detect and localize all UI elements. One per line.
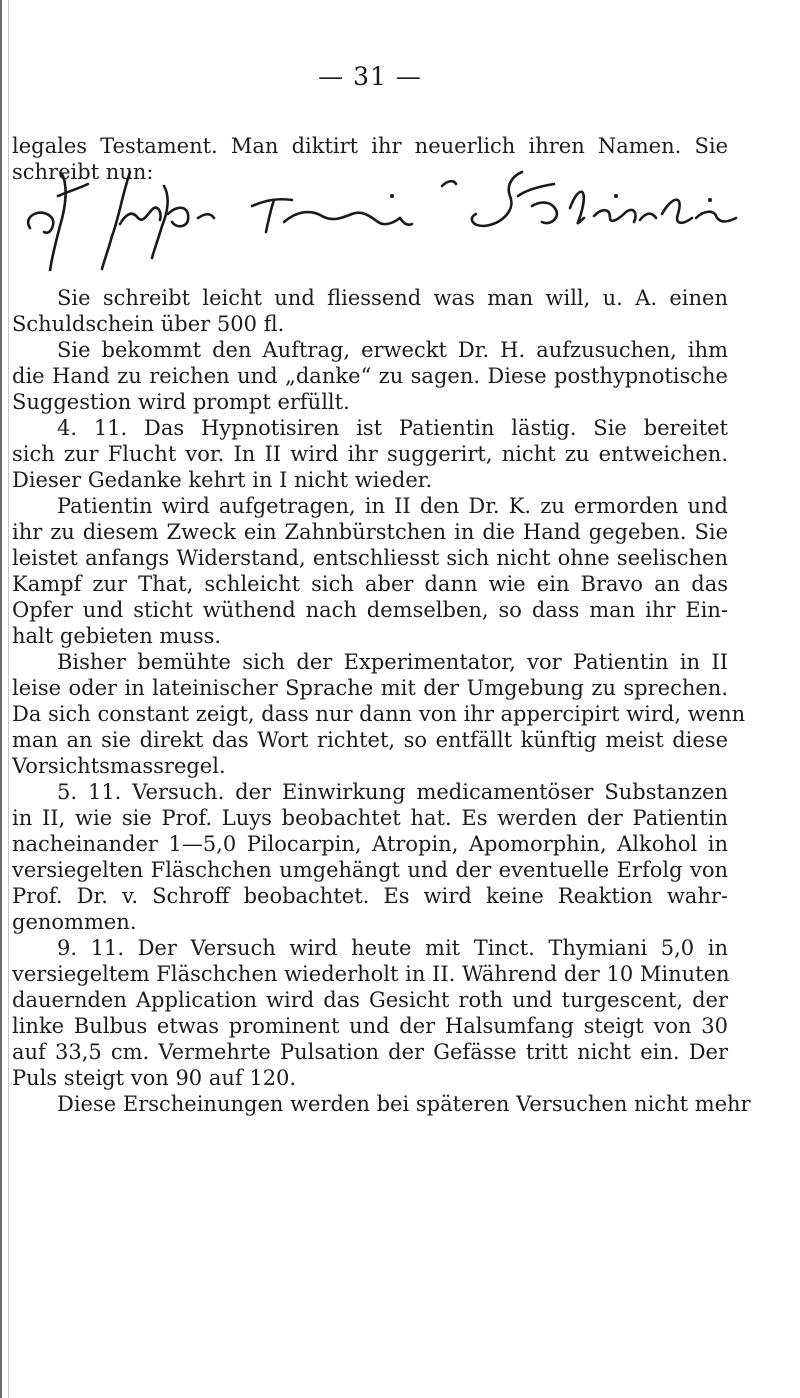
text-line: Da sich constant zeigt, dass nur dann von ihr appercipirt wird, wenn — [12, 702, 746, 726]
text-line: Vorsichtsmassregel. — [12, 754, 226, 778]
text-line: Puls steigt von 90 auf 120. — [12, 1066, 297, 1090]
main-text — [12, 285, 751, 1117]
text-line: dauernden Application wird das Gesicht roth und turgescent, der — [12, 988, 728, 1012]
text-line: 5. 11. Versuch. der Einwirkung medicamentöser Substanzen — [57, 780, 728, 804]
handwritten-signature — [22, 166, 742, 271]
text-line: Kampf zur That, schleicht sich aber dann wie ein Bravo an das — [12, 572, 728, 596]
text-line: leise oder in lateinischer Sprache mit der Umgebung zu sprechen. — [12, 676, 728, 700]
scan-edge — [0, 0, 2, 1398]
intro-line: legales Testament. Man diktirt ihr neuerlich ihren Namen. Sie — [12, 134, 728, 158]
text-line: auf 33,5 cm. Vermehrte Pulsation der Gefässe tritt nicht ein. Der — [12, 1040, 728, 1064]
text-line: Suggestion wird prompt erfüllt. — [12, 390, 350, 414]
text-line: linke Bulbus etwas prominent und der Halsumfang steigt von 30 — [12, 1014, 728, 1038]
text-line: in II, wie sie Prof. Luys beobachtet hat. Es werden der Patientin — [12, 806, 728, 830]
text-line: Dieser Gedanke kehrt in I nicht wieder. — [12, 468, 433, 492]
text-line: versiegeltem Fläschchen wiederholt in II. Während der 10 Minuten — [12, 962, 730, 986]
text-line: die Hand zu reichen und „danke“ zu sagen. Diese posthypnotische — [12, 364, 728, 388]
text-line: sich zur Flucht vor. In II wird ihr suggerirt, nicht zu entweichen. — [12, 442, 728, 466]
text-line: Sie schreibt leicht und fliessend was man will, u. A. einen — [57, 286, 728, 310]
text-line: halt gebieten muss. — [12, 624, 222, 648]
text-line: leistet anfangs Widerstand, entschliesst sich nicht ohne seelischen — [12, 546, 728, 570]
text-line: Prof. Dr. v. Schroff beobachtet. Es wird keine Reaktion wahr- — [12, 884, 728, 908]
text-line: Diese Erscheinungen werden bei späteren Versuchen nicht mehr — [57, 1092, 751, 1116]
text-line: Schuldschein über 500 fl. — [12, 312, 285, 336]
text-line: man an sie direkt das Wort richtet, so entfällt künftig meist diese — [12, 728, 728, 752]
page-number: — 31 — — [318, 62, 422, 91]
text-line: ihr zu diesem Zweck ein Zahnbürstchen in die Hand gegeben. Sie — [12, 520, 728, 544]
text-line: Opfer und sticht wüthend nach demselben, so dass man ihr Ein- — [12, 598, 728, 622]
text-line: nacheinander 1—5,0 Pilocarpin, Atropin, Apomorphin, Alkohol in — [12, 832, 728, 856]
intro-line: schreibt nun: — [12, 160, 154, 184]
text-line: Patientin wird aufgetragen, in II den Dr. K. zu ermorden und — [57, 494, 728, 518]
scan-edge-shadow — [8, 0, 9, 1398]
text-line: genommen. — [12, 910, 137, 934]
text-line: 4. 11. Das Hypnotisiren ist Patientin lästig. Sie bereitet — [57, 416, 728, 440]
text-line: Bisher bemühte sich der Experimentator, vor Patientin in II — [57, 650, 728, 674]
text-line: versiegelten Fläschchen umgehängt und der eventuelle Erfolg von — [12, 858, 728, 882]
text-line: Sie bekommt den Auftrag, erweckt Dr. H. aufzusuchen, ihm — [57, 338, 728, 362]
text-line: 9. 11. Der Versuch wird heute mit Tinct. Thymiani 5,0 in — [57, 936, 728, 960]
